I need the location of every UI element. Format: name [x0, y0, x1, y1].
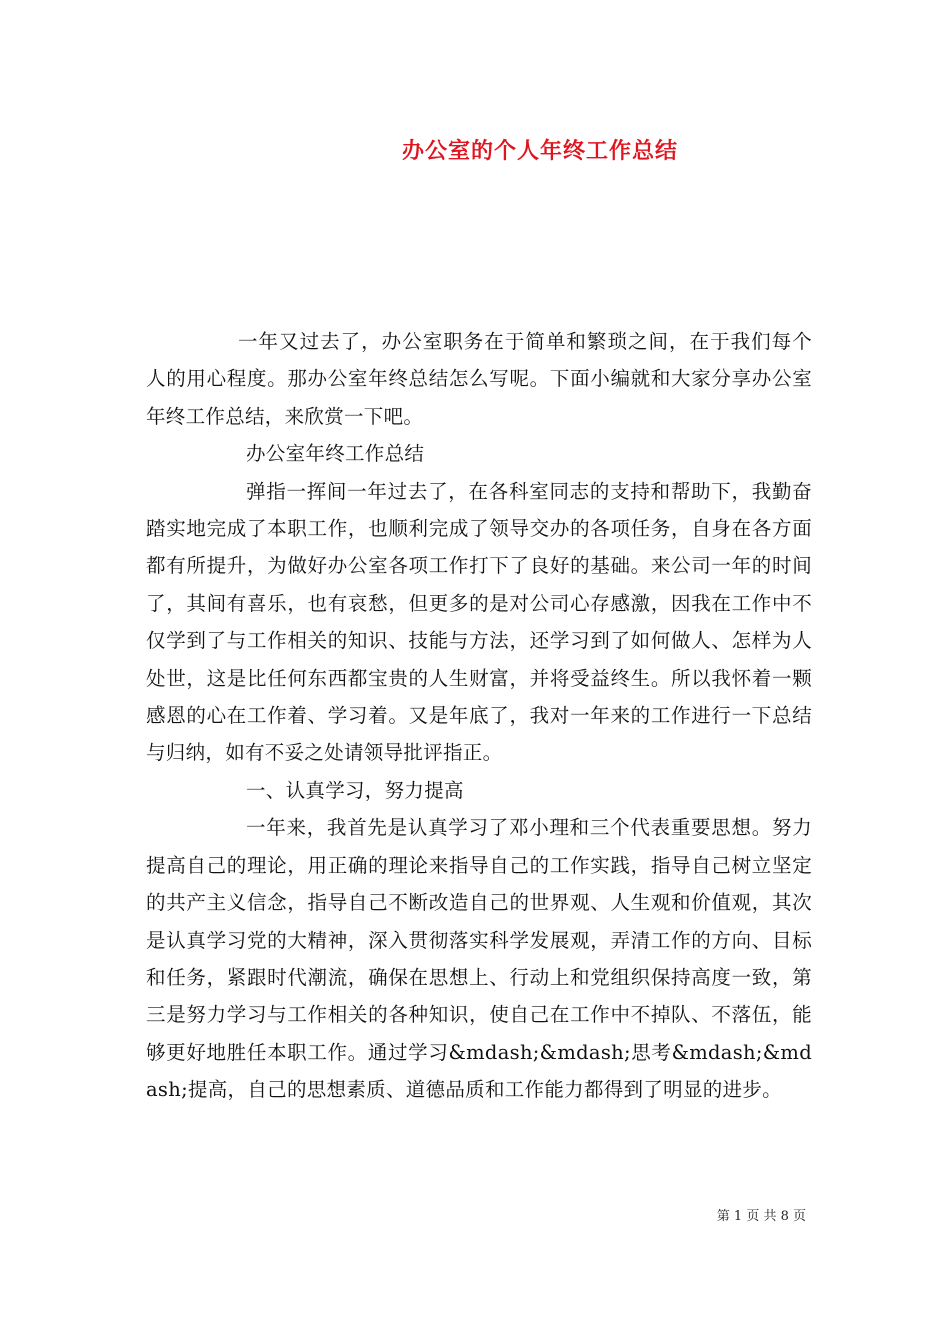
document-body	[146, 323, 812, 1109]
body-paragraph: 一年来，我首先是认真学习了邓小理和三个代表重要思想。努力提高自己的理论，用正确的理论来指导自己的工作实践，指导自己树立坚定的共产主义信念，指导自己不断改造自己的世界观、人生观和价值观，其次是认真学习党的大精神，深入贯彻落实科学发展观，弄清工作的方向、目标和任务，紧跟时代潮流，确保在思想上、行动上和党组织保持高度一致，第三是努力学习与工作相关的各种知识，使自己在工作中不掉队、不落伍，能够更好地胜任本职工作。通过学习&mdash;&mdash;思考&mdash;&mdash;提高，自己的思想素质、道德品质和工作能力都得到了明显的进步。	[146, 816, 812, 1102]
section-heading: 办公室年终工作总结	[246, 442, 425, 466]
section-heading: 一、认真学习，努力提高	[246, 778, 464, 802]
document-title: 办公室的个人年终工作总结	[401, 138, 678, 164]
page-number: 第 1 页 共 8 页	[716, 1209, 806, 1224]
intro-paragraph: 一年又过去了，办公室职务在于简单和繁琐之间，在于我们每个人的用心程度。那办公室年终总结怎么写呢。下面小编就和大家分享办公室年终工作总结，来欣赏一下吧。	[146, 330, 812, 428]
body-paragraph: 弹指一挥间一年过去了，在各科室同志的支持和帮助下，我勤奋踏实地完成了本职工作，也顺利完成了领导交办的各项任务，自身在各方面都有所提升，为做好办公室各项工作打下了良好的基础。来公司一年的时间了，其间有喜乐，也有哀愁，但更多的是对公司心存感激，因我在工作中不仅学到了与工作相关的知识、技能与方法，还学习到了如何做人、怎样为人处世，这是比任何东西都宝贵的人生财富，并将受益终生。所以我怀着一颗感恩的心在工作着、学习着。又是年底了，我对一年来的工作进行一下总结与归纳，如有不妥之处请领导批评指正。	[146, 479, 812, 765]
